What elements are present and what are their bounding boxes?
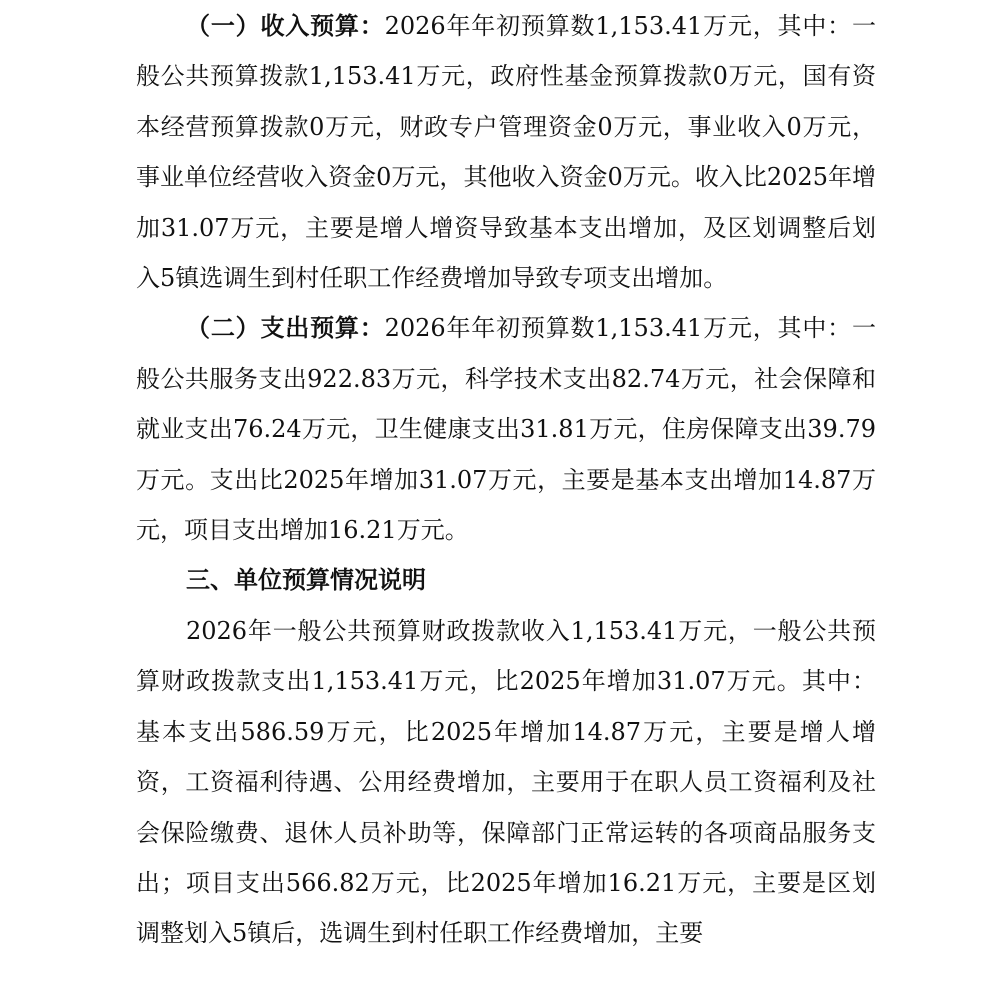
- expense-budget-label: （二）支出预算：: [186, 314, 385, 343]
- income-budget-text: 2026年年初预算数1,153.41万元，其中：一般公共预算拨款1,153.41万元，政府性基金预算拨款0万元，国有资本经营预算拨款0万元，财政专户管理资金0万元，事业收入0万元，事业单位经营收入资金0万元，其他收入资金0万元。收入比2025年增加31.07万元，主要是增人增资导致基本支出增加，及区划调整后划入5镇选调生到村任职工作经费增加导致专项支出增加。: [136, 12, 876, 293]
- expense-budget-text: 2026年年初预算数1,153.41万元，其中：一般公共服务支出922.83万元，科学技术支出82.74万元，社会保障和就业支出76.24万元，卫生健康支出31.81万元，住房保障支出39.79万元。支出比2025年增加31.07万元，主要是基本支出增加14.87万元，项目支出增加16.21万元。: [136, 314, 876, 545]
- income-budget-label: （一）收入预算：: [186, 12, 385, 40]
- section-three-paragraph: 2026年一般公共预算财政拨款收入1,153.41万元，一般公共预算财政拨款支出1,153.41万元，比2025年增加31.07万元。其中：基本支出586.59万元，比2025年增加14.87万元，主要是增人增资，工资福利待遇、公用经费增加，主要用于在职人员工资福利及社会保险缴费、退休人员补助等，保障部门正常运转的各项商品服务支出；项目支出566.82万元，比2025年增加16.21万元，主要是区划调整划入5镇后，选调生到村任职工作经费增加，主要: [136, 616, 876, 948]
- expense-budget-paragraph: [136, 303, 876, 555]
- section-three-heading: 三、单位预算情况说明: [186, 566, 426, 595]
- income-budget-paragraph: [136, 1, 876, 303]
- document-page: [136, 0, 876, 959]
